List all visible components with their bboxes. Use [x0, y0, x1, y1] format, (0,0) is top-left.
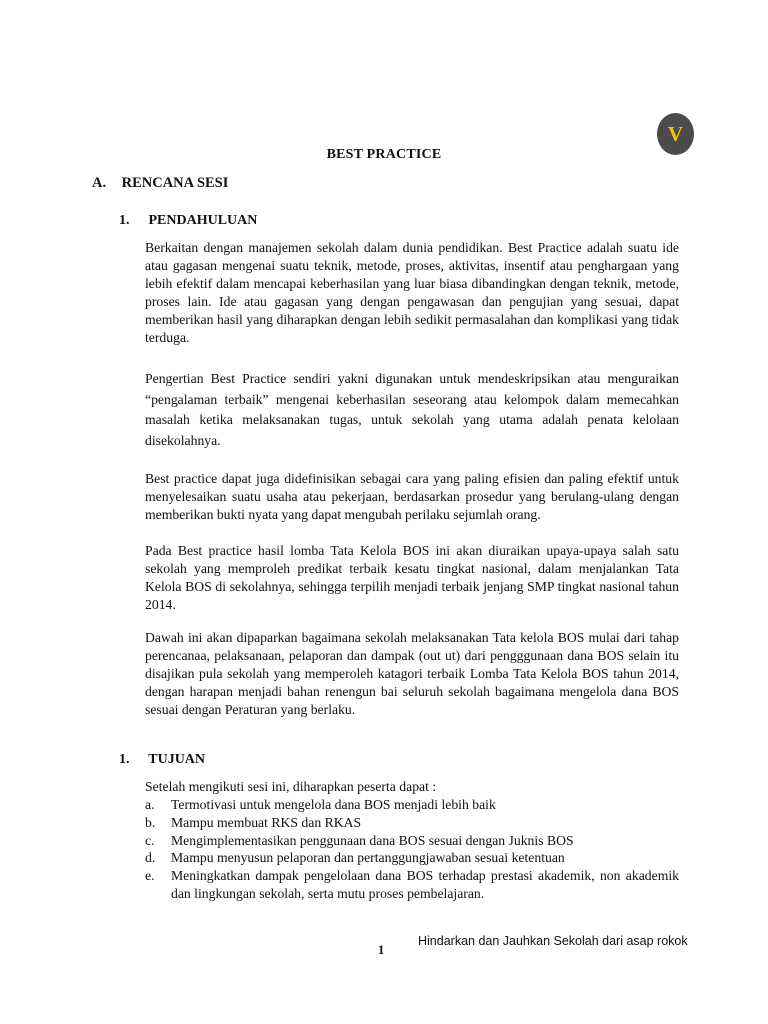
- tujuan-intro: Setelah mengikuti sesi ini, diharapkan peserta dapat :: [145, 779, 437, 794]
- section-label: RENCANA SESI: [121, 175, 229, 191]
- list-marker: b.: [145, 814, 156, 830]
- list-item: [145, 832, 679, 850]
- paragraph-4: Pada Best practice hasil lomba Tata Kelola BOS ini akan diuraikan upaya-upaya salah satu sekolah yang memproleh predikat terbaik kesatu tingkat nasional, dalam menjalankan Tata Kelola BOS di sekolahnya, sehingga terpilih menjadi terbaik jenjang SMP tingkat nasional tahun 2014.: [145, 543, 679, 612]
- list-item-text: Mampu menyusun pelaporan dan pertanggungjawaban sesuai ketentuan: [171, 850, 565, 866]
- list-item: [145, 796, 679, 814]
- list-marker: c.: [145, 832, 155, 848]
- paragraph-3: Best practice dapat juga didefinisikan sebagai cara yang paling efisien dan paling efektif untuk menyelesaikan suatu usaha atau pekerjaan, berdasarkan prosedur yang berulang-ulang dengan memberikan bukti nyata yang dapat mengubah perilaku sejumlah orang.: [145, 471, 679, 522]
- list-marker: d.: [145, 850, 156, 866]
- subsection-heading-tujuan: [119, 752, 205, 768]
- list-marker: a.: [145, 797, 155, 812]
- list-item: [145, 814, 679, 832]
- footer-slogan: Hindarkan dan Jauhkan Sekolah dari asap rokok: [418, 934, 688, 948]
- paragraph-5: Dawah ini akan dipaparkan bagaimana sekolah melaksanakan Tata kelola BOS mulai dari tahap perencanaa, pelaksanaan, pelaporan dan dampak (out ut) dari pengggunaan dana BOS selain itu disajikan pula sekolah yang memperoleh katagori terbaik Lomba Tata Kelola BOS tahun 2014, dengan harapan menjadi bahan renengun bai seluruh sekolah bagaimana mengelola dana BOS sesuai dengan Peraturan yang berlaku.: [145, 630, 679, 717]
- list-item: [145, 867, 679, 903]
- list-marker: e.: [145, 868, 155, 884]
- list-item-text: Mengimplementasikan penggunaan dana BOS sesuai dengan Juknis BOS: [171, 832, 574, 848]
- subsection-label: TUJUAN: [148, 752, 206, 767]
- chapter-badge: V: [657, 113, 694, 155]
- subsection-heading-pendahuluan: [119, 213, 257, 229]
- section-heading-a: [92, 175, 228, 192]
- list-item-text: Mampu membuat RKS dan RKAS: [171, 814, 362, 830]
- list-item: [145, 849, 679, 867]
- subsection-label: PENDAHULUAN: [148, 213, 258, 228]
- list-item-text: Termotivasi untuk mengelola dana BOS menjadi lebih baik: [171, 797, 496, 812]
- document-title: BEST PRACTICE: [326, 147, 442, 162]
- subsection-number: 1.: [119, 752, 130, 767]
- list-item-text: Meningkatkan dampak pengelolaan dana BOS terhadap prestasi akademik, non akademik dan lingkungan sekolah, serta mutu proses pembelajaran.: [171, 868, 679, 901]
- paragraph-2: Pengertian Best Practice sendiri yakni digunakan untuk mendeskripsikan atau menguraikan “pengalaman terbaik” mengenai keberhasilan seseorang atau kelompok dalam memecahkan masalah ketika melaksanakan tugas, untuk sekolah yang utama adalah penata kelolaan disekolahnya.: [145, 371, 679, 448]
- objectives-list: [145, 796, 679, 903]
- paragraph-1: Berkaitan dengan manajemen sekolah dalam dunia pendidikan. Best Practice adalah suatu ide atau gagasan mengenai suatu teknik, metode, proses, aktivitas, insentif atau penghargaan yang lebih efektif dalam mencapai keberhasilan yang luar biasa dibandingkan dengan teknik, metode, proses lain. Ide atau gagasan yang dengan pengawasan dan pengujian yang sesuai, dapat memberikan hasil yang diharapkan dengan lebih sedikit permasalahan dan komplikasi yang tidak terduga.: [145, 240, 679, 345]
- subsection-number: 1.: [119, 213, 130, 228]
- section-number: A.: [92, 175, 107, 191]
- page-number: 1: [378, 943, 385, 957]
